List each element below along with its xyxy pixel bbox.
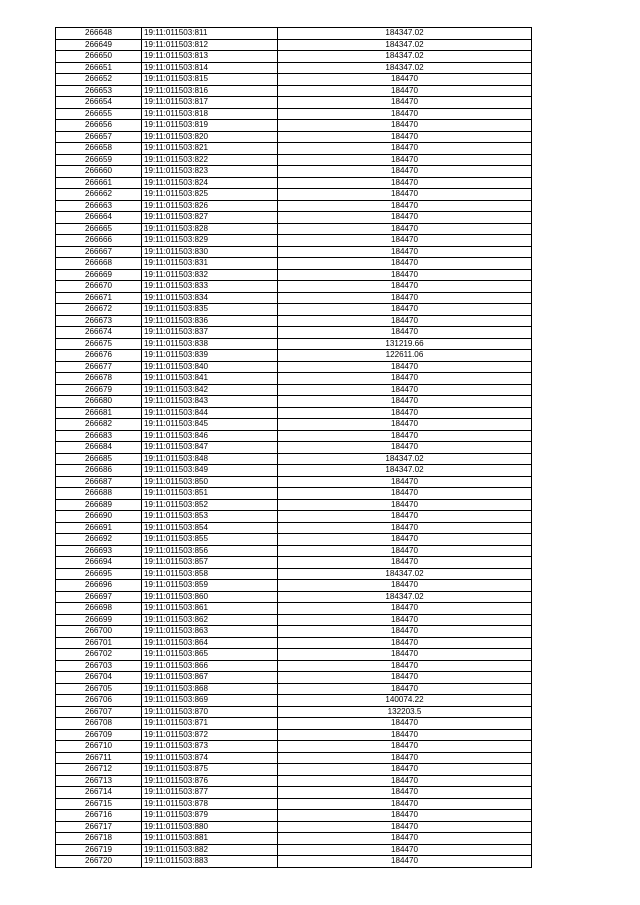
cadastral-number-cell: 19:11:011503:824 <box>142 177 278 189</box>
value-cell: 184470 <box>278 729 532 741</box>
row-number-cell: 266702 <box>56 649 142 661</box>
row-number-cell: 266708 <box>56 718 142 730</box>
cadastral-number-cell: 19:11:011503:818 <box>142 108 278 120</box>
cadastral-number-cell: 19:11:011503:861 <box>142 603 278 615</box>
value-cell: 184470 <box>278 120 532 132</box>
value-cell: 184470 <box>278 798 532 810</box>
value-cell: 132203.5 <box>278 706 532 718</box>
value-cell: 184470 <box>278 545 532 557</box>
cadastral-number-cell: 19:11:011503:821 <box>142 143 278 155</box>
table-row <box>56 108 532 120</box>
row-number-cell: 266653 <box>56 85 142 97</box>
row-number-cell: 266718 <box>56 833 142 845</box>
value-cell: 184347.02 <box>278 465 532 477</box>
table-row <box>56 338 532 350</box>
value-cell: 184470 <box>278 488 532 500</box>
row-number-cell: 266704 <box>56 672 142 684</box>
cadastral-number-cell: 19:11:011503:856 <box>142 545 278 557</box>
value-cell: 184470 <box>278 281 532 293</box>
cadastral-number-cell: 19:11:011503:836 <box>142 315 278 327</box>
value-cell: 184470 <box>278 672 532 684</box>
value-cell: 184470 <box>278 246 532 258</box>
cadastral-number-cell: 19:11:011503:855 <box>142 534 278 546</box>
cadastral-number-cell: 19:11:011503:865 <box>142 649 278 661</box>
cadastral-number-cell: 19:11:011503:834 <box>142 292 278 304</box>
row-number-cell: 266659 <box>56 154 142 166</box>
cadastral-number-cell: 19:11:011503:813 <box>142 51 278 63</box>
cadastral-number-cell: 19:11:011503:869 <box>142 695 278 707</box>
value-cell: 184470 <box>278 407 532 419</box>
table-row <box>56 844 532 856</box>
table-row <box>56 614 532 626</box>
table-row <box>56 672 532 684</box>
row-number-cell: 266675 <box>56 338 142 350</box>
cadastral-number-cell: 19:11:011503:867 <box>142 672 278 684</box>
cadastral-number-cell: 19:11:011503:877 <box>142 787 278 799</box>
table-row <box>56 522 532 534</box>
value-cell: 184470 <box>278 614 532 626</box>
cadastral-number-cell: 19:11:011503:863 <box>142 626 278 638</box>
cadastral-number-cell: 19:11:011503:879 <box>142 810 278 822</box>
row-number-cell: 266671 <box>56 292 142 304</box>
cadastral-number-cell: 19:11:011503:823 <box>142 166 278 178</box>
row-number-cell: 266680 <box>56 396 142 408</box>
value-cell: 184470 <box>278 154 532 166</box>
table-row <box>56 269 532 281</box>
value-cell: 184470 <box>278 361 532 373</box>
row-number-cell: 266713 <box>56 775 142 787</box>
cadastral-number-cell: 19:11:011503:853 <box>142 511 278 523</box>
cadastral-number-cell: 19:11:011503:829 <box>142 235 278 247</box>
row-number-cell: 266679 <box>56 384 142 396</box>
cadastral-number-cell: 19:11:011503:815 <box>142 74 278 86</box>
cadastral-number-cell: 19:11:011503:852 <box>142 499 278 511</box>
value-cell: 184470 <box>278 821 532 833</box>
table-row <box>56 166 532 178</box>
row-number-cell: 266700 <box>56 626 142 638</box>
row-number-cell: 266665 <box>56 223 142 235</box>
cadastral-number-cell: 19:11:011503:838 <box>142 338 278 350</box>
cadastral-number-cell: 19:11:011503:851 <box>142 488 278 500</box>
row-number-cell: 266711 <box>56 752 142 764</box>
cadastral-number-cell: 19:11:011503:881 <box>142 833 278 845</box>
cadastral-number-cell: 19:11:011503:846 <box>142 430 278 442</box>
table-row <box>56 718 532 730</box>
value-cell: 184470 <box>278 856 532 868</box>
value-cell: 184470 <box>278 177 532 189</box>
value-cell: 184470 <box>278 764 532 776</box>
row-number-cell: 266707 <box>56 706 142 718</box>
cadastral-number-cell: 19:11:011503:854 <box>142 522 278 534</box>
table-row <box>56 488 532 500</box>
table-row <box>56 120 532 132</box>
row-number-cell: 266719 <box>56 844 142 856</box>
cadastral-number-cell: 19:11:011503:820 <box>142 131 278 143</box>
value-cell: 184470 <box>278 269 532 281</box>
value-cell: 184470 <box>278 85 532 97</box>
table-row <box>56 407 532 419</box>
row-number-cell: 266658 <box>56 143 142 155</box>
table-row <box>56 729 532 741</box>
cadastral-number-cell: 19:11:011503:864 <box>142 637 278 649</box>
cadastral-number-cell: 19:11:011503:875 <box>142 764 278 776</box>
value-cell: 184470 <box>278 108 532 120</box>
cadastral-number-cell: 19:11:011503:880 <box>142 821 278 833</box>
value-cell: 184470 <box>278 775 532 787</box>
table-row <box>56 350 532 362</box>
row-number-cell: 266683 <box>56 430 142 442</box>
cadastral-number-cell: 19:11:011503:845 <box>142 419 278 431</box>
table-row <box>56 39 532 51</box>
table-row <box>56 246 532 258</box>
value-cell: 184470 <box>278 844 532 856</box>
cadastral-number-cell: 19:11:011503:876 <box>142 775 278 787</box>
value-cell: 184470 <box>278 476 532 488</box>
cadastral-number-cell: 19:11:011503:844 <box>142 407 278 419</box>
cadastral-number-cell: 19:11:011503:850 <box>142 476 278 488</box>
row-number-cell: 266703 <box>56 660 142 672</box>
value-cell: 184470 <box>278 200 532 212</box>
value-cell: 184470 <box>278 557 532 569</box>
value-cell: 184470 <box>278 258 532 270</box>
cadastral-number-cell: 19:11:011503:868 <box>142 683 278 695</box>
row-number-cell: 266672 <box>56 304 142 316</box>
row-number-cell: 266654 <box>56 97 142 109</box>
row-number-cell: 266716 <box>56 810 142 822</box>
table-row <box>56 660 532 672</box>
cadastral-number-cell: 19:11:011503:819 <box>142 120 278 132</box>
row-number-cell: 266681 <box>56 407 142 419</box>
row-number-cell: 266668 <box>56 258 142 270</box>
value-cell: 184470 <box>278 223 532 235</box>
value-cell: 184470 <box>278 787 532 799</box>
value-cell: 184470 <box>278 74 532 86</box>
cadastral-number-cell: 19:11:011503:872 <box>142 729 278 741</box>
cadastral-number-cell: 19:11:011503:848 <box>142 453 278 465</box>
cadastral-number-cell: 19:11:011503:871 <box>142 718 278 730</box>
table-row <box>56 833 532 845</box>
table-row <box>56 419 532 431</box>
row-number-cell: 266701 <box>56 637 142 649</box>
table-body <box>56 28 532 868</box>
table-row <box>56 74 532 86</box>
cadastral-number-cell: 19:11:011503:840 <box>142 361 278 373</box>
row-number-cell: 266687 <box>56 476 142 488</box>
value-cell: 184470 <box>278 327 532 339</box>
table-row <box>56 315 532 327</box>
row-number-cell: 266695 <box>56 568 142 580</box>
table-row <box>56 292 532 304</box>
table-row <box>56 131 532 143</box>
row-number-cell: 266691 <box>56 522 142 534</box>
cadastral-number-cell: 19:11:011503:822 <box>142 154 278 166</box>
row-number-cell: 266651 <box>56 62 142 74</box>
value-cell: 184347.02 <box>278 62 532 74</box>
cadastral-number-cell: 19:11:011503:857 <box>142 557 278 569</box>
row-number-cell: 266694 <box>56 557 142 569</box>
cadastral-number-cell: 19:11:011503:812 <box>142 39 278 51</box>
value-cell: 184470 <box>278 810 532 822</box>
value-cell: 184470 <box>278 189 532 201</box>
row-number-cell: 266677 <box>56 361 142 373</box>
table-row <box>56 821 532 833</box>
table-row <box>56 741 532 753</box>
row-number-cell: 266649 <box>56 39 142 51</box>
table-row <box>56 534 532 546</box>
row-number-cell: 266705 <box>56 683 142 695</box>
value-cell: 184470 <box>278 235 532 247</box>
table-row <box>56 258 532 270</box>
table-row <box>56 200 532 212</box>
value-cell: 184470 <box>278 718 532 730</box>
row-number-cell: 266692 <box>56 534 142 546</box>
table-row <box>56 453 532 465</box>
cadastral-number-cell: 19:11:011503:866 <box>142 660 278 672</box>
row-number-cell: 266676 <box>56 350 142 362</box>
table-row <box>56 189 532 201</box>
value-cell: 140074.22 <box>278 695 532 707</box>
table-row <box>56 591 532 603</box>
value-cell: 184470 <box>278 603 532 615</box>
table-row <box>56 51 532 63</box>
row-number-cell: 266686 <box>56 465 142 477</box>
value-cell: 184347.02 <box>278 51 532 63</box>
row-number-cell: 266652 <box>56 74 142 86</box>
cadastral-number-cell: 19:11:011503:841 <box>142 373 278 385</box>
value-cell: 184470 <box>278 304 532 316</box>
row-number-cell: 266684 <box>56 442 142 454</box>
cadastral-number-cell: 19:11:011503:831 <box>142 258 278 270</box>
table-row <box>56 373 532 385</box>
table-row <box>56 154 532 166</box>
table-row <box>56 304 532 316</box>
row-number-cell: 266674 <box>56 327 142 339</box>
table-row <box>56 442 532 454</box>
value-cell: 184470 <box>278 419 532 431</box>
value-cell: 184470 <box>278 534 532 546</box>
cadastral-number-cell: 19:11:011503:816 <box>142 85 278 97</box>
value-cell: 184470 <box>278 741 532 753</box>
table-row <box>56 603 532 615</box>
value-cell: 184470 <box>278 315 532 327</box>
table-row <box>56 810 532 822</box>
cadastral-number-cell: 19:11:011503:832 <box>142 269 278 281</box>
value-cell: 184470 <box>278 660 532 672</box>
table-row <box>56 706 532 718</box>
table-row <box>56 637 532 649</box>
table-row <box>56 177 532 189</box>
table-row <box>56 798 532 810</box>
table-row <box>56 212 532 224</box>
row-number-cell: 266657 <box>56 131 142 143</box>
table-row <box>56 568 532 580</box>
row-number-cell: 266655 <box>56 108 142 120</box>
table-row <box>56 787 532 799</box>
row-number-cell: 266717 <box>56 821 142 833</box>
row-number-cell: 266673 <box>56 315 142 327</box>
value-cell: 184470 <box>278 166 532 178</box>
row-number-cell: 266669 <box>56 269 142 281</box>
table-row <box>56 97 532 109</box>
table-row <box>56 764 532 776</box>
value-cell: 184470 <box>278 511 532 523</box>
table-row <box>56 499 532 511</box>
row-number-cell: 266661 <box>56 177 142 189</box>
row-number-cell: 266666 <box>56 235 142 247</box>
table-row <box>56 223 532 235</box>
table-row <box>56 62 532 74</box>
value-cell: 184470 <box>278 212 532 224</box>
cadastral-number-cell: 19:11:011503:858 <box>142 568 278 580</box>
row-number-cell: 266688 <box>56 488 142 500</box>
table-row <box>56 476 532 488</box>
table-row <box>56 384 532 396</box>
table-row <box>56 683 532 695</box>
value-cell: 184347.02 <box>278 568 532 580</box>
cadastral-number-cell: 19:11:011503:835 <box>142 304 278 316</box>
table-row <box>56 235 532 247</box>
cadastral-number-cell: 19:11:011503:874 <box>142 752 278 764</box>
table-row <box>56 28 532 40</box>
value-cell: 184470 <box>278 522 532 534</box>
cadastral-number-cell: 19:11:011503:883 <box>142 856 278 868</box>
row-number-cell: 266696 <box>56 580 142 592</box>
cadastral-number-cell: 19:11:011503:862 <box>142 614 278 626</box>
value-cell: 122611.06 <box>278 350 532 362</box>
table-row <box>56 580 532 592</box>
table-row <box>56 856 532 868</box>
value-cell: 184347.02 <box>278 39 532 51</box>
row-number-cell: 266720 <box>56 856 142 868</box>
value-cell: 184470 <box>278 143 532 155</box>
table-row <box>56 545 532 557</box>
value-cell: 184470 <box>278 97 532 109</box>
value-cell: 184470 <box>278 442 532 454</box>
value-cell: 131219.66 <box>278 338 532 350</box>
cadastral-number-cell: 19:11:011503:839 <box>142 350 278 362</box>
row-number-cell: 266663 <box>56 200 142 212</box>
value-cell: 184470 <box>278 373 532 385</box>
value-cell: 184470 <box>278 626 532 638</box>
value-cell: 184470 <box>278 580 532 592</box>
value-cell: 184470 <box>278 384 532 396</box>
cadastral-number-cell: 19:11:011503:826 <box>142 200 278 212</box>
table-row <box>56 626 532 638</box>
cadastral-number-cell: 19:11:011503:814 <box>142 62 278 74</box>
table-row <box>56 465 532 477</box>
row-number-cell: 266690 <box>56 511 142 523</box>
value-cell: 184470 <box>278 499 532 511</box>
cadastral-number-cell: 19:11:011503:828 <box>142 223 278 235</box>
table-row <box>56 396 532 408</box>
cadastral-number-cell: 19:11:011503:860 <box>142 591 278 603</box>
cadastral-number-cell: 19:11:011503:817 <box>142 97 278 109</box>
row-number-cell: 266664 <box>56 212 142 224</box>
row-number-cell: 266689 <box>56 499 142 511</box>
cadastral-number-cell: 19:11:011503:882 <box>142 844 278 856</box>
cadastral-number-cell: 19:11:011503:827 <box>142 212 278 224</box>
table-row <box>56 327 532 339</box>
cadastral-number-cell: 19:11:011503:842 <box>142 384 278 396</box>
value-cell: 184470 <box>278 637 532 649</box>
cadastral-number-cell: 19:11:011503:849 <box>142 465 278 477</box>
row-number-cell: 266662 <box>56 189 142 201</box>
cadastral-number-cell: 19:11:011503:847 <box>142 442 278 454</box>
value-cell: 184470 <box>278 683 532 695</box>
row-number-cell: 266693 <box>56 545 142 557</box>
cadastral-number-cell: 19:11:011503:859 <box>142 580 278 592</box>
table-row <box>56 85 532 97</box>
value-cell: 184470 <box>278 131 532 143</box>
row-number-cell: 266697 <box>56 591 142 603</box>
value-cell: 184470 <box>278 292 532 304</box>
cadastral-number-cell: 19:11:011503:825 <box>142 189 278 201</box>
table-row <box>56 557 532 569</box>
cadastral-number-cell: 19:11:011503:811 <box>142 28 278 40</box>
cadastral-number-cell: 19:11:011503:878 <box>142 798 278 810</box>
value-cell: 184470 <box>278 396 532 408</box>
table-row <box>56 649 532 661</box>
value-cell: 184347.02 <box>278 28 532 40</box>
cadastral-number-cell: 19:11:011503:873 <box>142 741 278 753</box>
row-number-cell: 266714 <box>56 787 142 799</box>
row-number-cell: 266650 <box>56 51 142 63</box>
row-number-cell: 266710 <box>56 741 142 753</box>
row-number-cell: 266685 <box>56 453 142 465</box>
row-number-cell: 266656 <box>56 120 142 132</box>
row-number-cell: 266678 <box>56 373 142 385</box>
cadastral-number-cell: 19:11:011503:870 <box>142 706 278 718</box>
row-number-cell: 266667 <box>56 246 142 258</box>
row-number-cell: 266709 <box>56 729 142 741</box>
cadastral-number-cell: 19:11:011503:830 <box>142 246 278 258</box>
row-number-cell: 266660 <box>56 166 142 178</box>
row-number-cell: 266682 <box>56 419 142 431</box>
table-row <box>56 511 532 523</box>
row-number-cell: 266699 <box>56 614 142 626</box>
value-cell: 184470 <box>278 833 532 845</box>
table-row <box>56 430 532 442</box>
value-cell: 184470 <box>278 430 532 442</box>
value-cell: 184347.02 <box>278 591 532 603</box>
value-cell: 184470 <box>278 649 532 661</box>
cadastral-number-cell: 19:11:011503:833 <box>142 281 278 293</box>
table-row <box>56 752 532 764</box>
table-row <box>56 775 532 787</box>
row-number-cell: 266698 <box>56 603 142 615</box>
table-row <box>56 143 532 155</box>
value-cell: 184347.02 <box>278 453 532 465</box>
value-cell: 184470 <box>278 752 532 764</box>
row-number-cell: 266715 <box>56 798 142 810</box>
row-number-cell: 266712 <box>56 764 142 776</box>
cadastral-value-table <box>55 27 532 868</box>
cadastral-number-cell: 19:11:011503:843 <box>142 396 278 408</box>
table-row <box>56 361 532 373</box>
cadastral-number-cell: 19:11:011503:837 <box>142 327 278 339</box>
table-row <box>56 281 532 293</box>
table-row <box>56 695 532 707</box>
row-number-cell: 266648 <box>56 28 142 40</box>
row-number-cell: 266706 <box>56 695 142 707</box>
row-number-cell: 266670 <box>56 281 142 293</box>
